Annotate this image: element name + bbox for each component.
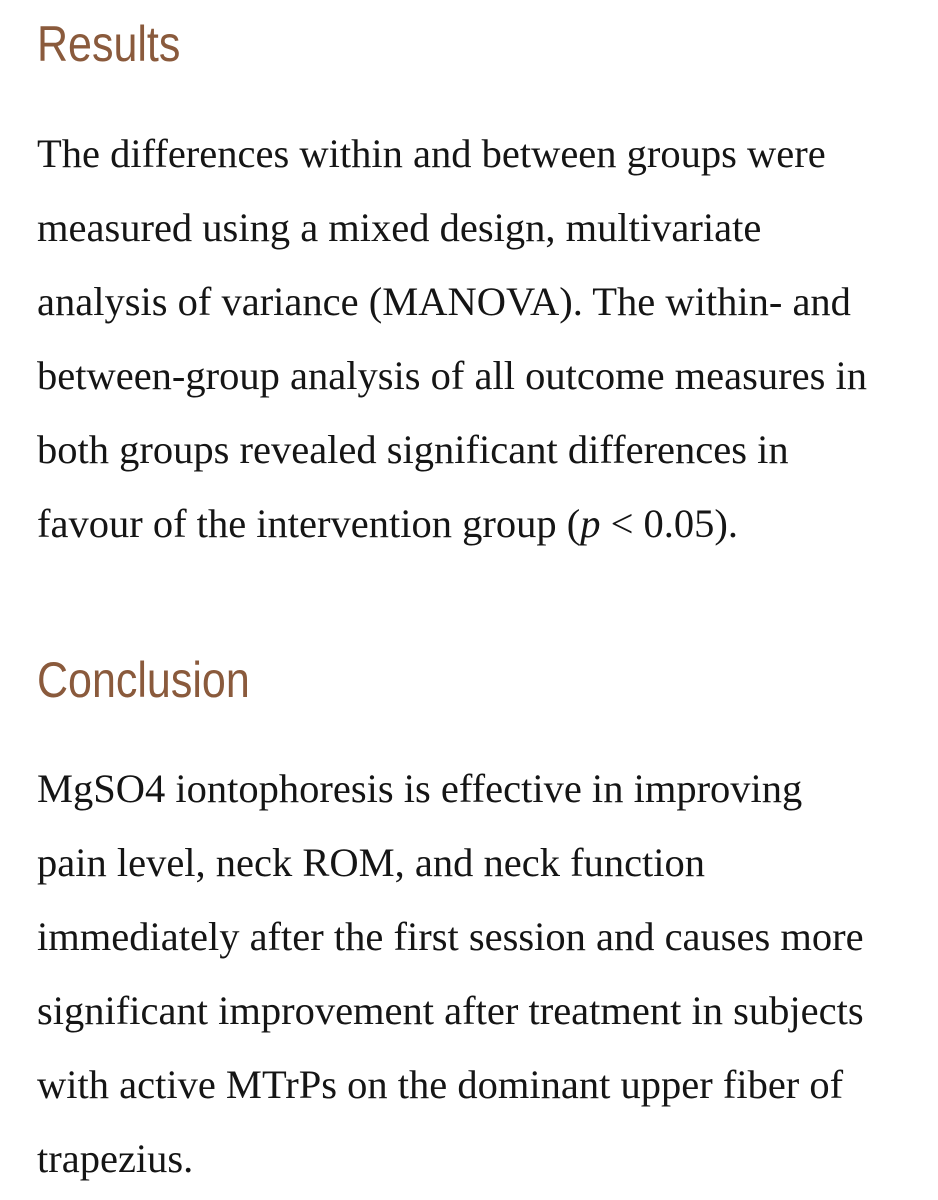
conclusion-heading: Conclusion <box>37 652 250 708</box>
conclusion-line-6: trapezius. <box>37 1136 194 1181</box>
results-line-6 <box>37 487 927 561</box>
results-line-6-start: favour of the intervention group ( <box>37 501 581 546</box>
conclusion-paragraph <box>37 752 927 1196</box>
results-heading: Results <box>37 16 181 72</box>
conclusion-line-5: with active MTrPs on the dominant upper fiber of <box>37 1062 844 1107</box>
conclusion-line-2: pain level, neck ROM, and neck function <box>37 840 706 885</box>
results-paragraph <box>37 117 927 561</box>
results-line-5: both groups revealed significant differences in <box>37 427 789 472</box>
results-line-6-end: < 0.05). <box>600 501 739 546</box>
results-line-4: between-group analysis of all outcome measures in <box>37 353 867 398</box>
conclusion-line-1: MgSO4 iontophoresis is effective in improving <box>37 766 803 811</box>
p-value-symbol: p <box>580 501 601 546</box>
results-line-2: measured using a mixed design, multivariate <box>37 205 762 250</box>
conclusion-line-3: immediately after the first session and causes more <box>37 914 864 959</box>
results-line-3: analysis of variance (MANOVA). The within- and <box>37 279 851 324</box>
results-line-1: The differences within and between groups were <box>37 131 826 176</box>
conclusion-line-4: significant improvement after treatment in subjects <box>37 988 864 1033</box>
